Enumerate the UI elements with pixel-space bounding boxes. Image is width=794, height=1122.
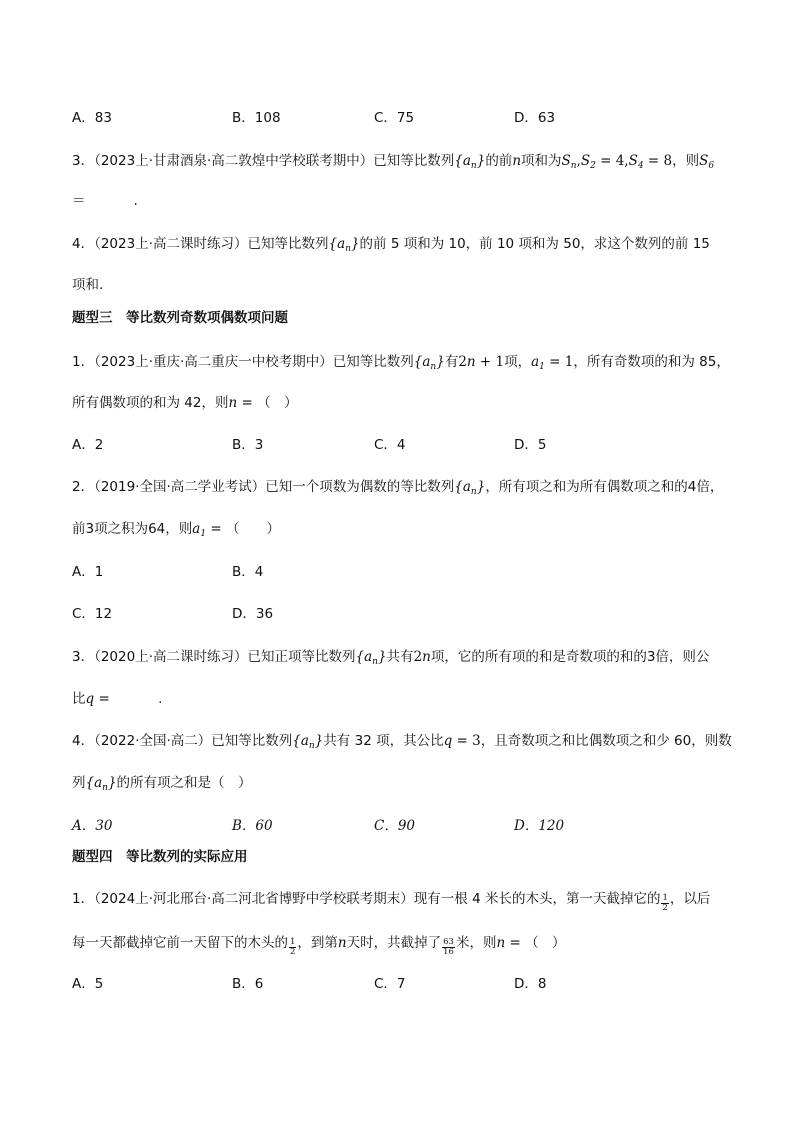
n-equals: n = xyxy=(496,935,526,951)
a1-equals: $a_1$ = xyxy=(192,521,226,539)
sequence-symbol: $\{a_n\}$ xyxy=(292,733,324,751)
t4-question-1-line-1: 1．（2024上·河北邢台·高二河北省博野中学校联考期末）现有一根 4 米长的木头，第一天截掉它的 $\frac{1}{2}$ ，以后 xyxy=(72,891,711,913)
option-b: B．3 xyxy=(232,437,264,453)
option-a: A．30 xyxy=(72,818,113,834)
option-c: C．7 xyxy=(374,976,406,992)
option-d: D．5 xyxy=(514,437,547,453)
option-d: D．63 xyxy=(514,110,556,126)
section-heading-4: 题型四 等比数列的实际应用 xyxy=(72,849,248,865)
option-c: C．12 xyxy=(72,606,113,622)
option-d: D．36 xyxy=(232,606,274,622)
t3-question-4-line-2: 列$\{a_n\}$的所有项之和是（ ） xyxy=(72,775,252,793)
option-b: B．108 xyxy=(232,110,281,126)
q-equals: q = xyxy=(85,691,115,707)
fraction-one-half: $\frac{1}{2}$ xyxy=(290,937,296,957)
term-count: 2n xyxy=(413,649,431,665)
fraction-one-half: $\frac{1}{2}$ xyxy=(662,893,668,913)
sequence-symbol: $\{a_n\}$ xyxy=(454,479,486,497)
t3-question-2-line-1: 2．（2019·全国·高二学业考试）已知一个项数为偶数的等比数列$\{a_n\}$，所有项之和为所有偶数项之和的4倍， xyxy=(72,479,724,497)
option-c: C．4 xyxy=(374,437,406,453)
first-term: $a_1 = 1$ xyxy=(531,354,574,372)
option-a: A．5 xyxy=(72,976,104,992)
t3-question-2-line-2: 前3项之积为64，则$a_1$ = （ ） xyxy=(72,521,280,539)
sequence-symbol: $\{a_n\}$ xyxy=(328,236,360,254)
option-b: B．60 xyxy=(232,818,273,834)
sequence-symbol: $\{a_n\}$ xyxy=(413,354,445,372)
question-3-line-2: ＝ . xyxy=(72,193,138,209)
ratio-value: q = 3 xyxy=(443,733,481,749)
question-3-line-1: 3．（2023上·甘肃酒泉·高二敦煌中学校联考期中）已知等比数列$\{a_n\}$的前n项和为$S_n,S_2 = 4,S_4 = 8$，则$S_6$ xyxy=(72,153,715,171)
t3-question-1-line-2: 所有偶数项的和为 42，则n = （ ） xyxy=(72,395,298,411)
section-heading-3: 题型三 等比数列奇数项偶数项问题 xyxy=(72,310,288,326)
t3-question-4-line-1: 4．（2022·全国·高二）已知等比数列$\{a_n\}$共有 32 项，其公比q = 3，且奇数项之和比偶数项之和少 60，则数 xyxy=(72,733,732,751)
question-4-line-2: 项和. xyxy=(72,277,104,293)
then-text: ，则 xyxy=(672,153,700,169)
sequence-symbol: $\{a_n\}$ xyxy=(454,153,486,171)
sum-condition: $S_n,S_2 = 4,S_4 = 8$ xyxy=(561,153,673,171)
option-a: A．2 xyxy=(72,437,104,453)
n-equals: n = xyxy=(228,395,258,411)
option-a: A．1 xyxy=(72,564,104,580)
s6-symbol: $S_6$ xyxy=(699,153,715,171)
fraction-63-16: $\frac{63}{16}$ xyxy=(443,937,454,957)
t3-question-3-line-1: 3．（2020上·高二课时练习）已知正项等比数列$\{a_n\}$共有2n项，它的所有项的和是奇数项的和的3倍，则公 xyxy=(72,649,710,667)
term-count: 2n + 1 xyxy=(458,354,505,370)
sequence-symbol: $\{a_n\}$ xyxy=(85,775,117,793)
t4-question-1-line-2: 每一天都截掉它前一天留下的木头的 $\frac{1}{2}$ ，到第n天时，共截掉了 $\frac{63}{16}$ 米，则n = （ ） xyxy=(72,935,566,957)
t3-question-1-line-1: 1．（2023上·重庆·高二重庆一中校考期中）已知等比数列$\{a_n\}$有2n + 1项，$a_1 = 1$，所有奇数项的和为 85， xyxy=(72,354,730,372)
question-4-line-1: 4．（2023上·高二课时练习）已知等比数列$\{a_n\}$的前 5 项和为 10，前 10 项和为 50，求这个数列的前 15 xyxy=(72,236,710,254)
t3-question-3-line-2: 比q = . xyxy=(72,691,163,707)
option-d: D．120 xyxy=(514,818,565,834)
sequence-symbol: $\{a_n\}$ xyxy=(355,649,387,667)
option-c: C．75 xyxy=(374,110,415,126)
option-c: C．90 xyxy=(374,818,416,834)
option-b: B．4 xyxy=(232,564,264,580)
option-a: A．83 xyxy=(72,110,112,126)
option-d: D．8 xyxy=(514,976,547,992)
option-b: B．6 xyxy=(232,976,264,992)
